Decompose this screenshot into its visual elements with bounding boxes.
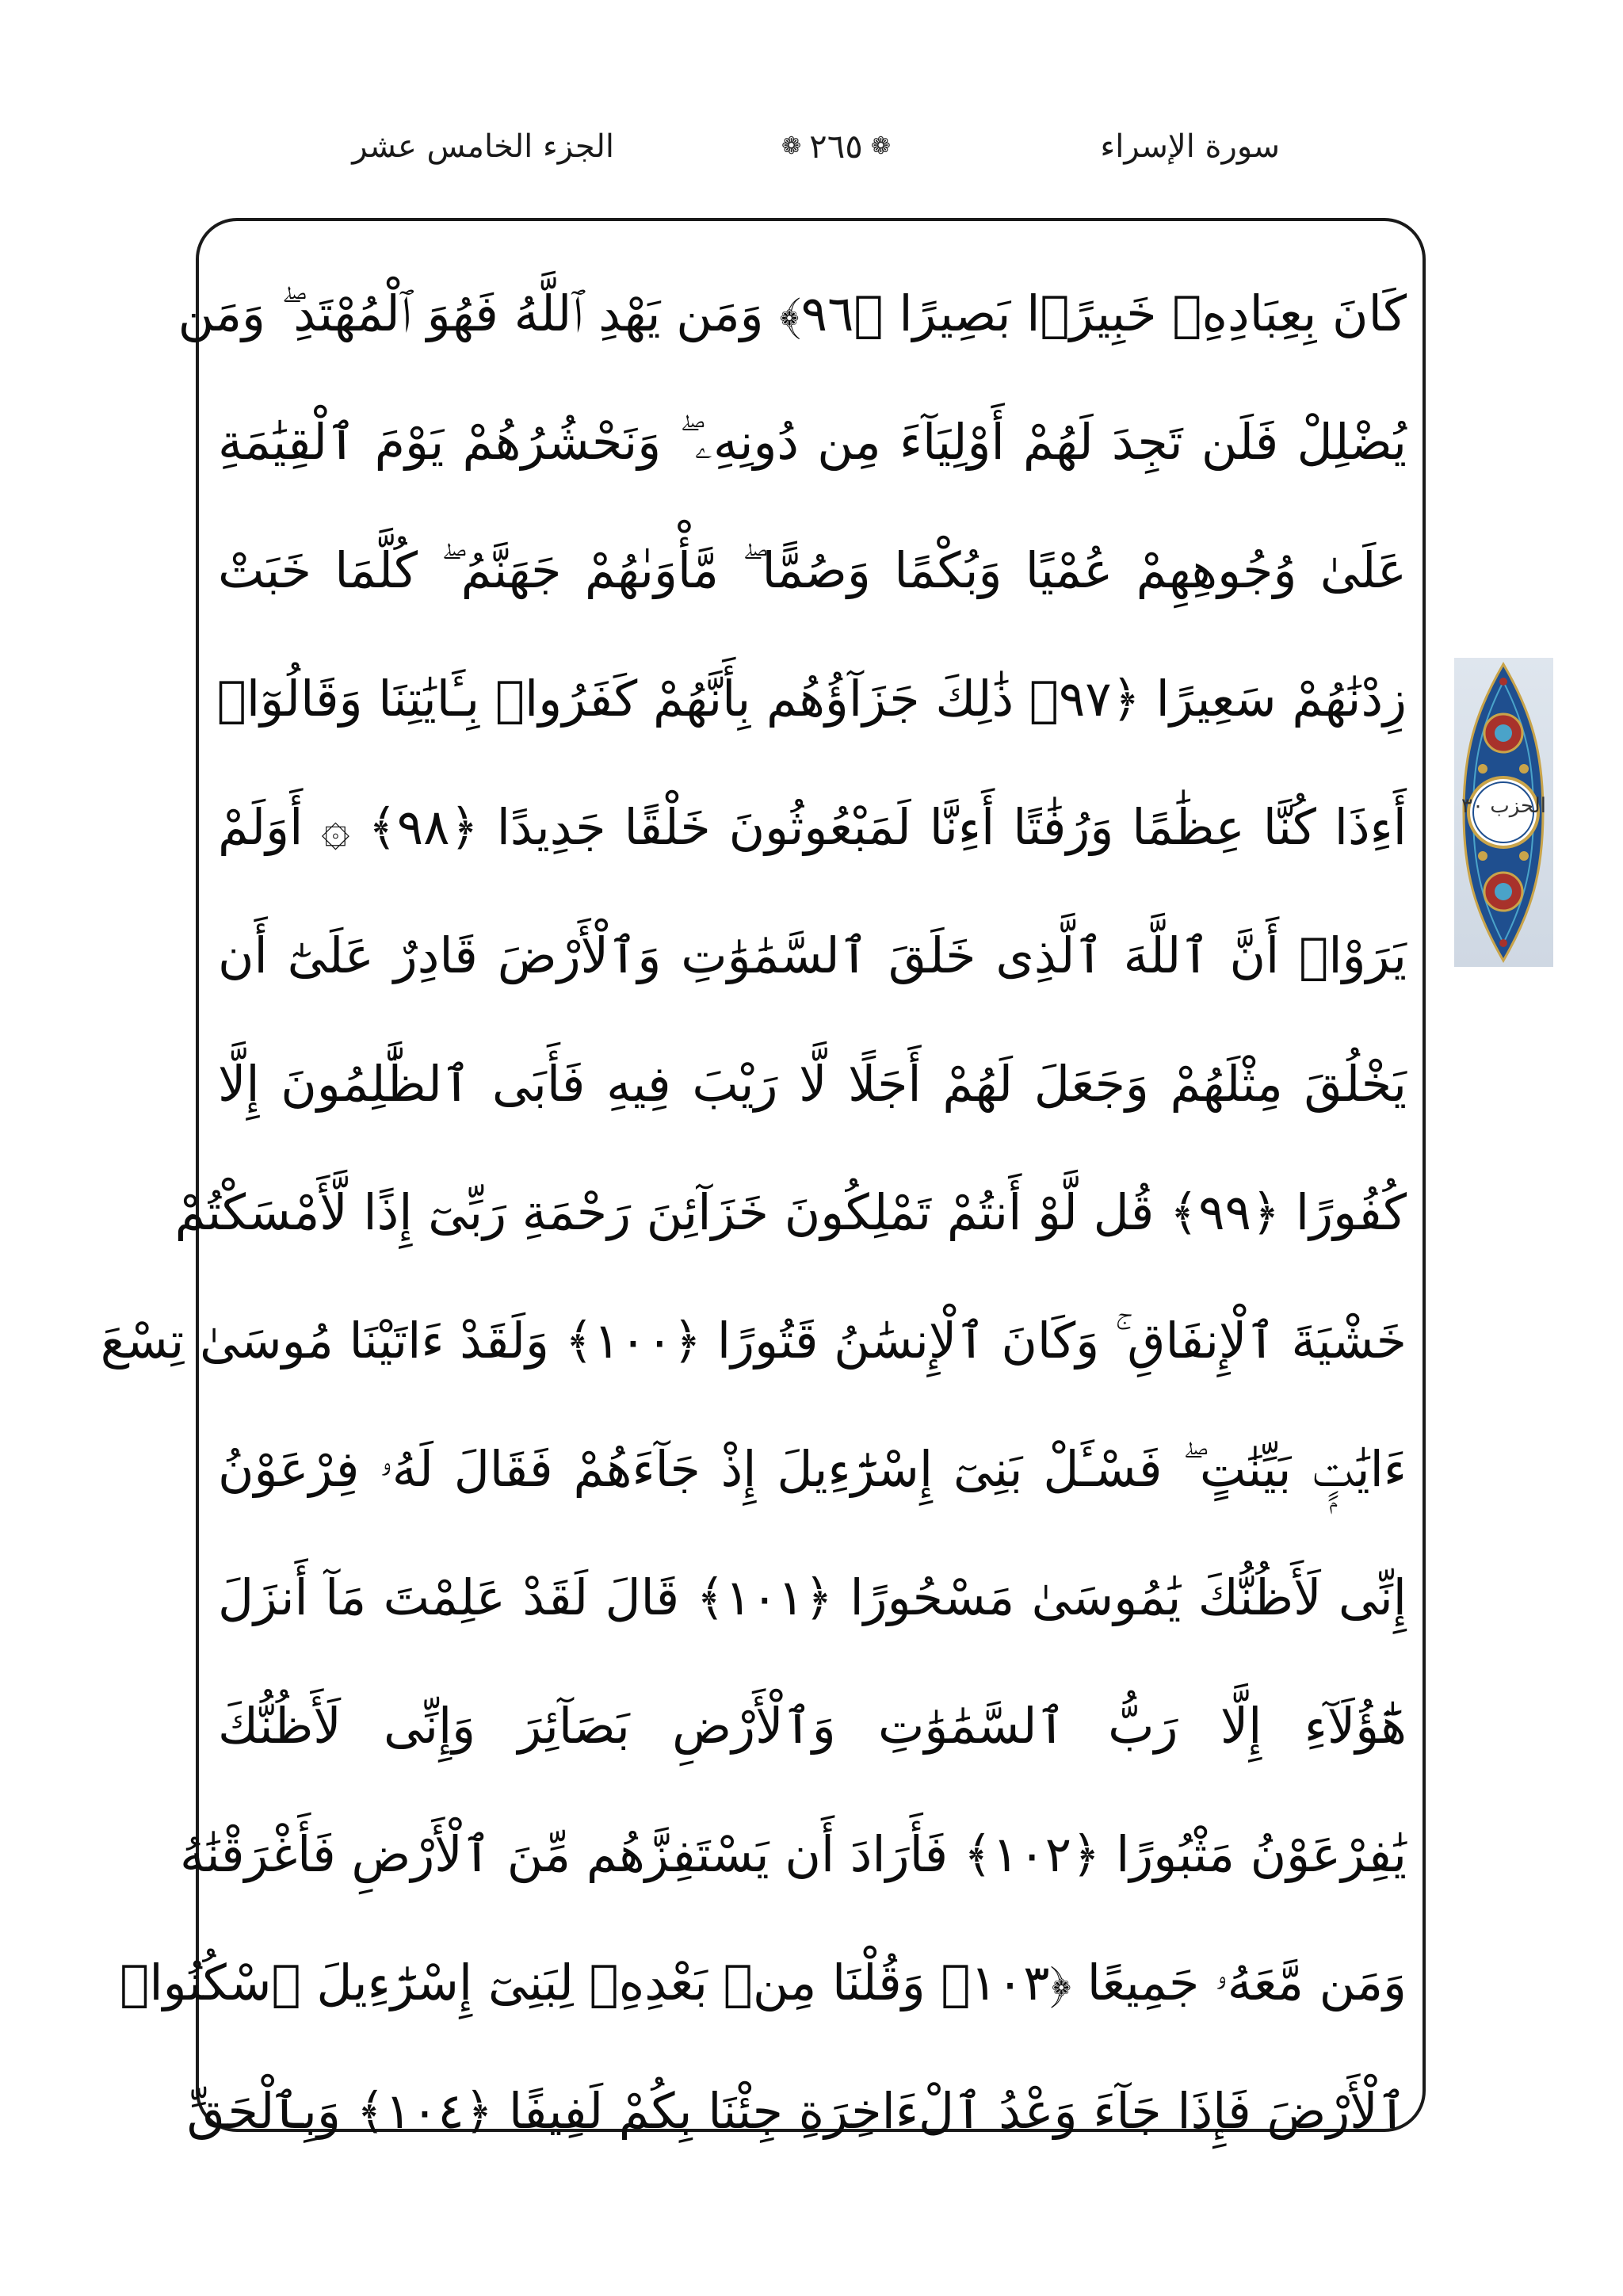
text-line: يَخْلُقَ مِثْلَهُمْ وَجَعَلَ لَهُمْ أَجَلًا لَّا رَيْبَ فِيهِ فَأَبَى ٱلظَّٰلِمُونَ إِلَّا: [218, 1055, 1407, 1113]
surah-title: سورة الإسراء: [1100, 128, 1280, 165]
text-line: يَٰفِرْعَوْنُ مَثْبُورًا ﴿١٠٢﴾ فَأَرَادَ أَن يَسْتَفِزَّهُم مِّنَ ٱلْأَرْضِ فَأَغْرَقْنَٰهُ: [179, 1825, 1407, 1883]
text-line: كَانَ بِعِبَادِهِۦ خَبِيرًۢا بَصِيرًا ﴿٩٦﴾ وَمَن يَهْدِ ٱللَّهُ فَهُوَ ٱلْمُهْتَدِ ۖ وَمَن: [178, 285, 1407, 342]
text-line: وَمَن مَّعَهُۥ جَمِيعًا ﴿١٠٣﴾ وَقُلْنَا مِنۢ بَعْدِهِۦ لِبَنِىٓ إِسْرَٰٓءِيلَ ٱسْكُنُوا۟: [120, 1954, 1407, 2011]
hizb-label: الحزب ٣٠: [1461, 794, 1546, 818]
text-line: عَلَىٰ وُجُوهِهِمْ عُمْيًا وَبُكْمًا وَصُمًّا ۖ مَّأْوَىٰهُمْ جَهَنَّمُ ۖ كُلَّمَا خَبَتْ: [218, 541, 1407, 599]
text-line: ٱلْأَرْضَ فَإِذَا جَآءَ وَعْدُ ٱلْءَاخِرَةِ جِئْنَا بِكُمْ لَفِيفًا ﴿١٠٤﴾ وَبِٱلْحَقِّ: [186, 2082, 1407, 2140]
text-line: زِدْنَٰهُمْ سَعِيرًا ﴿٩٧﴾ ذَٰلِكَ جَزَآؤُهُم بِأَنَّهُمْ كَفَرُوا۟ بِـَٔايَٰتِنَا وَقَالُوٓا۟: [216, 670, 1407, 728]
text-line: يَرَوْا۟ أَنَّ ٱللَّهَ ٱلَّذِى خَلَقَ ٱلسَّمَٰوَٰتِ وَٱلْأَرْضَ قَادِرٌ عَلَىٰٓ أَن: [218, 926, 1407, 984]
text-line: أَءِذَا كُنَّا عِظَٰمًا وَرُفَٰتًا أَءِنَّا لَمَبْعُوثُونَ خَلْقًا جَدِيدًا ﴿٩٨﴾ ۞ أَوَلَمْ: [218, 798, 1407, 856]
page-header: [0, 111, 1623, 182]
text-line: ءَايَٰتٍۭ بَيِّنَٰتٍ ۖ فَسْـَٔلْ بَنِىٓ إِسْرَٰٓءِيلَ إِذْ جَآءَهُمْ فَقَالَ لَهُۥ فِرْعَوْنُ: [218, 1440, 1407, 1498]
quran-text-block: [100, 250, 1407, 2176]
ornament-left-icon: ❁: [781, 132, 802, 160]
hizb-marker: [1454, 658, 1553, 967]
juz-title: الجزء الخامس عشر: [352, 128, 614, 165]
page-number-block: [757, 111, 915, 182]
text-line: يُضْلِلْ فَلَن تَجِدَ لَهُمْ أَوْلِيَآءَ مِن دُونِهِۦ ۖ وَنَحْشُرُهُمْ يَوْمَ ٱلْقِيَٰمَةِ: [218, 413, 1407, 471]
text-line: إِنِّى لَأَظُنُّكَ يَٰمُوسَىٰ مَسْحُورًا ﴿١٠١﴾ قَالَ لَقَدْ عَلِمْتَ مَآ أَنزَلَ: [218, 1568, 1407, 1626]
text-line: خَشْيَةَ ٱلْإِنفَاقِ ۚ وَكَانَ ٱلْإِنسَٰنُ قَتُورًا ﴿١٠٠﴾ وَلَقَدْ ءَاتَيْنَا مُوسَىٰ تِسْعَ: [100, 1312, 1407, 1370]
ornament-right-icon: ❁: [870, 132, 891, 160]
page-number: ٢٦٥: [809, 127, 863, 166]
text-line: هَٰٓؤُلَآءِ إِلَّا رَبُّ ٱلسَّمَٰوَٰتِ وَٱلْأَرْضِ بَصَآئِرَ وَإِنِّى لَأَظُنُّكَ: [218, 1697, 1407, 1755]
text-line: كُفُورًا ﴿٩٩﴾ قُل لَّوْ أَنتُمْ تَمْلِكُونَ خَزَآئِنَ رَحْمَةِ رَبِّىٓ إِذًا لَّأَمْسَكْتُمْ: [174, 1183, 1407, 1241]
